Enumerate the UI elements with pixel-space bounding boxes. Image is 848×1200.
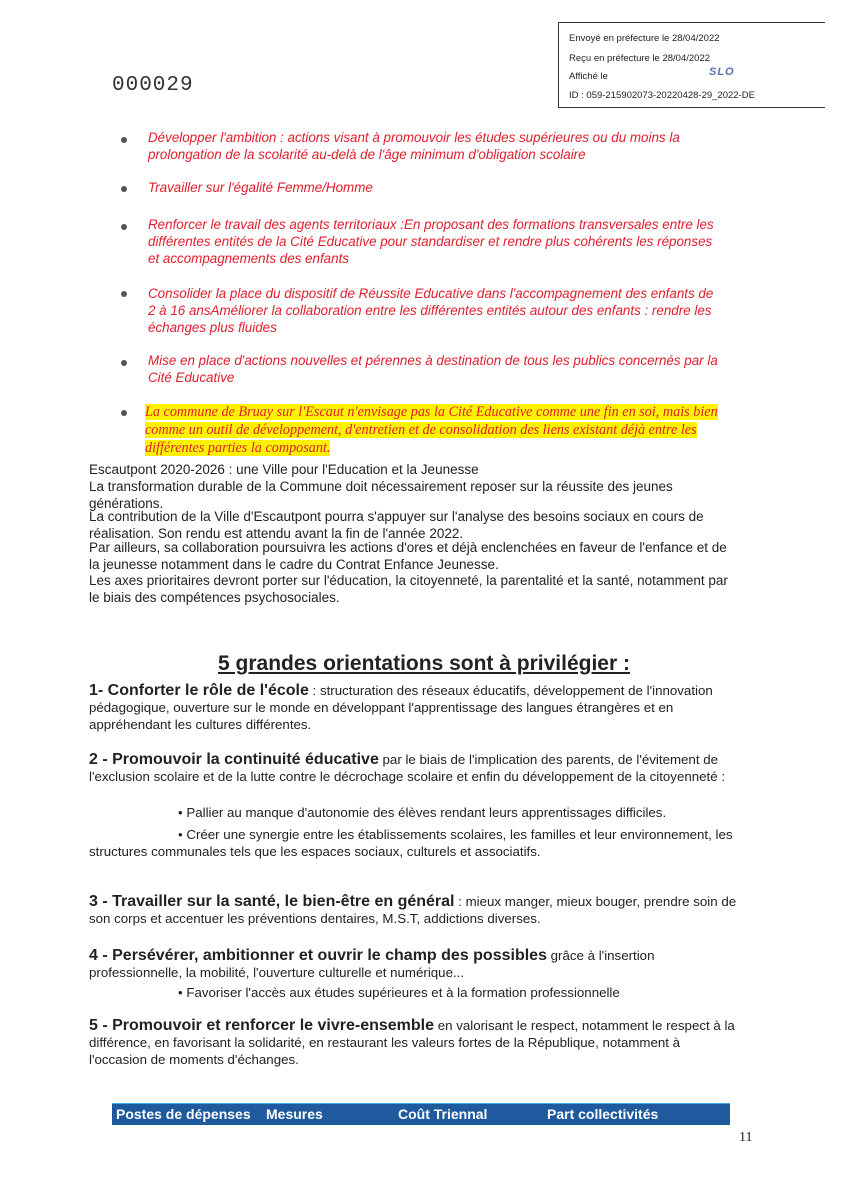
- budget-table-header: [112, 1103, 730, 1125]
- red-bullet-item: Développer l'ambition : actions visant à promouvoir les études supérieures ou du moins la prolongation de la scolarité au-delà de l'âge minimum d'obligation scolaire: [148, 130, 680, 162]
- orientation-text: en valorisant le respect, notamment le respect à la différence, en favorisant la solidarité, en restaurant les valeurs fortes de la République, notamment à l'occasion de moments d'échanges.: [89, 1018, 735, 1067]
- orientation-text: : mieux manger, mieux bouger, prendre soin de son corps et accentuer les préventions dentaires, M.S.T, addictions diverses.: [89, 894, 737, 926]
- highlighted-statement: [145, 403, 735, 457]
- orientation-title: 3 - Travailler sur la santé, le bien-être en général: [89, 893, 455, 910]
- stamp-sent-date: Envoyé en préfecture le 28/04/2022: [569, 33, 720, 44]
- stamp-received-date: Reçu en préfecture le 28/04/2022: [569, 53, 711, 64]
- red-bullet-item: Consolider la place du dispositif de Réussite Educative dans l'accompagnement des enfants de 2 à 16 ansAméliorer la collaboration entre les différentes entités autour des enfants : rendre les échanges plus fluides: [148, 286, 714, 335]
- orientation-title: 1- Conforter le rôle de l'école: [89, 682, 309, 699]
- column-header: Postes de dépenses: [116, 1106, 251, 1122]
- bullet-dot: [121, 291, 127, 297]
- orientation-4: [89, 947, 737, 981]
- orientation-title: 2 - Promouvoir la continuité éducative: [89, 751, 379, 768]
- paragraph-text: La contribution de la Ville d'Escautpont pourra s'appuyer sur l'analyse des besoins sociaux en cours de réalisation. Son rendu est attendu avant la fin de l'année 2022.: [89, 509, 704, 541]
- stamp-posted-label: Affiché le: [569, 71, 608, 82]
- orientation-text: grâce à l'insertion professionnelle, la mobilité, l'ouverture culturelle et numérique...: [89, 948, 655, 980]
- section-title: Escautpont 2020-2026 : une Ville pour l'Education et la Jeunesse: [89, 462, 479, 477]
- red-bullet-item: Travailler sur l'égalité Femme/Homme: [148, 180, 373, 195]
- sub-bullet: • Favoriser l'accès aux études supérieures et à la formation professionnelle: [178, 985, 620, 1000]
- paragraph-text: Par ailleurs, sa collaboration poursuivra les actions d'ores et déjà enclenchées en faveur de l'enfance et de la jeunesse notamment dans le cadre du Contrat Enfance Jeunesse.: [89, 540, 727, 572]
- document-number: 000029: [112, 74, 194, 97]
- bullet-dot: [121, 186, 127, 192]
- page-number: 11: [739, 1130, 753, 1145]
- orientation-title: 4 - Persévérer, ambitionner et ouvrir le champ des possibles: [89, 947, 547, 964]
- orientation-2: [89, 751, 737, 785]
- red-bullet-item: Mise en place d'actions nouvelles et pérennes à destination de tous les publics concernés par la Cité Educative: [148, 353, 718, 385]
- prefecture-stamp: [558, 22, 825, 108]
- sub-bullet: • Créer une synergie entre les établissements scolaires, les familles et leur environnement, les structures communales tels que les espaces sociaux, culturels et associatifs.: [89, 827, 733, 859]
- sub-bullet: • Pallier au manque d'autonomie des élèves rendant leurs apprentissages difficiles.: [178, 805, 667, 820]
- orientation-text: par le biais de l'implication des parents, de l'évitement de l'exclusion scolaire et de la lutte contre le décrochage scolaire et enfin du développement de la citoyenneté :: [89, 752, 726, 784]
- slo-logo: SLO: [709, 66, 735, 78]
- red-bullet-item: Renforcer le travail des agents territoriaux :En proposant des formations transversales entre les différentes entités de la Cité Educative pour standardiser et rendre plus cohérents les réponses et accompagnements des enfants: [148, 217, 714, 266]
- column-header: Mesures: [266, 1106, 323, 1122]
- paragraph-text: Les axes prioritaires devront porter sur l'éducation, la citoyenneté, la parentalité et la santé, notamment par le biais des compétences psychosociales.: [89, 573, 728, 605]
- stamp-id: ID : 059-215902073-20220428-29_2022-DE: [569, 90, 755, 101]
- bullet-dot: [121, 360, 127, 366]
- bullet-dot: [121, 410, 127, 416]
- column-header: Coût Triennal: [398, 1106, 488, 1122]
- orientation-text: : structuration des réseaux éducatifs, développement de l'innovation pédagogique, ouverture sur le monde en développant l'apprentissage des langues étrangères et en appréhendant les cultures différentes.: [89, 683, 713, 732]
- orientation-1: [89, 682, 737, 733]
- bullet-dot: [121, 137, 127, 143]
- highlighted-text: La commune de Bruay sur l'Escaut n'envisage pas la Cité Educative comme une fin en soi, mais bien comme un outil de développement, d'entretien et de consolidation des liens existant déjà entre les différentes parties la composant.: [145, 404, 718, 456]
- orientation-title: 5 - Promouvoir et renforcer le vivre-ensemble: [89, 1017, 435, 1034]
- orientation-3: [89, 893, 737, 927]
- orientation-5: [89, 1017, 737, 1068]
- bullet-dot: [121, 224, 127, 230]
- orientations-heading: 5 grandes orientations sont à privilégier :: [218, 652, 630, 675]
- paragraph-text: La transformation durable de la Commune doit nécessairement reposer sur la réussite des jeunes générations.: [89, 479, 673, 511]
- column-header: Part collectivités: [547, 1106, 659, 1122]
